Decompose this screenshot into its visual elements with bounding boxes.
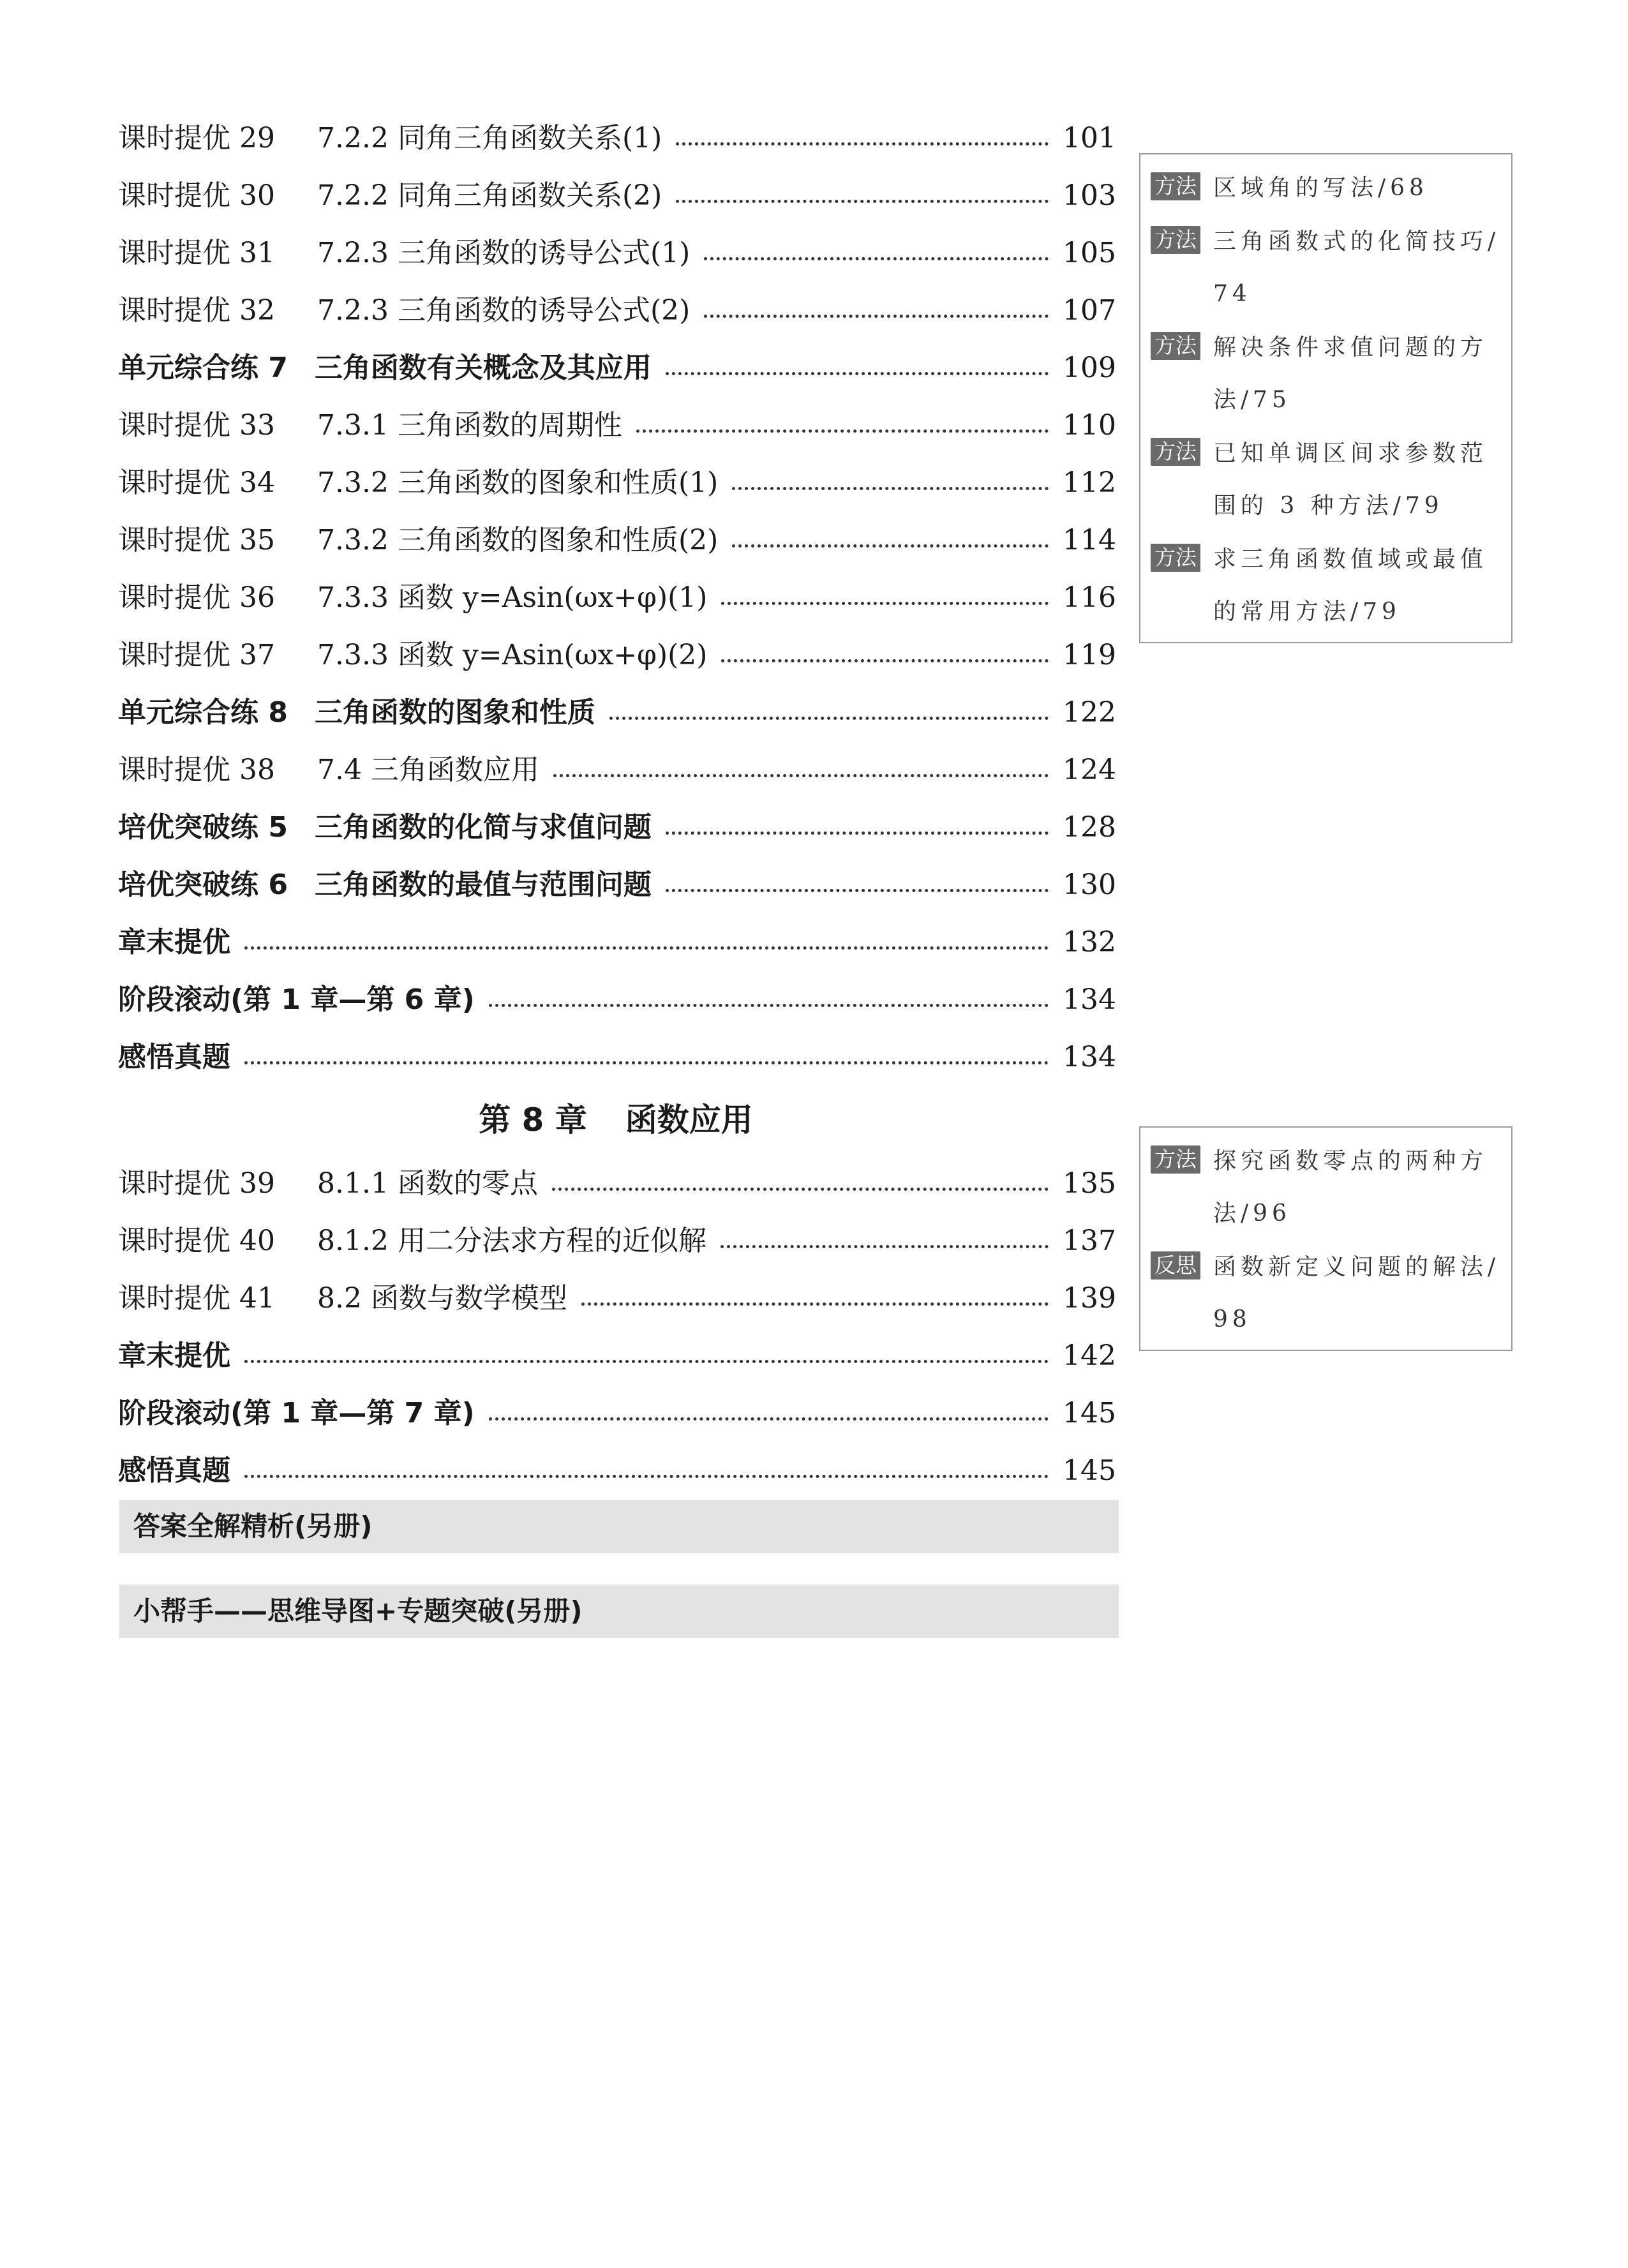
toc-page-number: 110 xyxy=(1063,409,1116,442)
leader-dots xyxy=(553,774,1049,777)
leader-dots xyxy=(721,602,1049,605)
toc-page-number: 130 xyxy=(1063,869,1116,901)
toc-entry-prefix: 课时提优 40 xyxy=(118,1225,275,1257)
toc-entry-prefix: 章末提优 xyxy=(118,926,230,959)
toc-list-part2 xyxy=(118,1155,1114,1500)
leader-dots xyxy=(732,487,1049,490)
toc-page-number: 135 xyxy=(1063,1167,1116,1200)
toc-list-part1 xyxy=(118,110,1114,1086)
toc-page-number: 116 xyxy=(1063,581,1116,614)
leader-dots xyxy=(721,1245,1049,1248)
sidebar-method-item xyxy=(1151,1135,1502,1240)
toc-page-number: 109 xyxy=(1063,352,1116,384)
toc-entry[interactable] xyxy=(118,627,1114,684)
toc-entry-label xyxy=(118,110,662,167)
leader-dots xyxy=(666,832,1049,835)
toc-entry-label xyxy=(118,971,475,1029)
toc-entry-title: 三角函数的化简与求值问题 xyxy=(314,811,652,844)
answers-band: 答案全解精析(另册) xyxy=(119,1500,1119,1553)
toc-page-number: 145 xyxy=(1063,1397,1116,1429)
leader-dots xyxy=(489,1004,1049,1007)
toc-entry-title: 7.3.2 三角函数的图象和性质(2) xyxy=(317,524,719,556)
toc-entry-prefix: 课时提优 41 xyxy=(118,1282,275,1315)
toc-page-number: 137 xyxy=(1063,1225,1116,1257)
leader-dots xyxy=(244,1061,1049,1064)
toc-entry-label xyxy=(118,1442,230,1500)
toc-entry-title: 三角函数有关概念及其应用 xyxy=(314,352,652,384)
leader-dots xyxy=(666,372,1049,375)
toc-entry-label xyxy=(118,856,652,914)
toc-entry[interactable] xyxy=(118,1327,1114,1385)
toc-entry[interactable] xyxy=(118,454,1114,512)
leader-dots xyxy=(244,1475,1049,1478)
sidebar-method-item xyxy=(1151,216,1502,320)
toc-entry-prefix: 感悟真题 xyxy=(118,1041,230,1073)
toc-entry-prefix: 培优突破练 5 xyxy=(118,811,288,844)
toc-page-number: 139 xyxy=(1063,1282,1116,1315)
method-description: 探究函数零点的两种方法/96 xyxy=(1213,1148,1488,1227)
toc-entry-title: 8.2 函数与数学模型 xyxy=(317,1282,567,1315)
toc-entry-label xyxy=(118,914,230,971)
toc-entry-label xyxy=(118,684,595,742)
toc-entry-prefix: 阶段滚动(第 1 章—第 7 章) xyxy=(118,1397,475,1429)
toc-entry-title: 7.3.3 函数 y=Asin(ωx+φ)(2) xyxy=(317,639,708,671)
toc-page-number: 145 xyxy=(1063,1454,1116,1487)
toc-entry[interactable] xyxy=(118,914,1114,971)
method-sidebar-ch7 xyxy=(1139,153,1512,643)
toc-entry-label xyxy=(118,339,652,397)
toc-entry-title: 三角函数的最值与范围问题 xyxy=(314,869,652,901)
toc-page-number: 142 xyxy=(1063,1339,1116,1372)
sidebar-method-item xyxy=(1151,428,1502,532)
method-description: 已知单调区间求参数范围的 3 种方法/79 xyxy=(1213,440,1488,519)
toc-entry-label xyxy=(118,1212,706,1270)
toc-entry-title: 7.2.3 三角函数的诱导公式(2) xyxy=(317,294,691,327)
toc-entry-prefix: 课时提优 31 xyxy=(118,237,275,269)
toc-entry[interactable] xyxy=(118,1029,1114,1086)
toc-entry[interactable] xyxy=(118,569,1114,627)
toc-entry-label xyxy=(118,1270,567,1327)
toc-page-number: 119 xyxy=(1063,639,1116,671)
toc-entry[interactable] xyxy=(118,856,1114,914)
toc-entry[interactable] xyxy=(118,1385,1114,1442)
toc-page-number: 103 xyxy=(1063,179,1116,212)
method-sidebar-ch8 xyxy=(1139,1126,1512,1351)
toc-page-number: 128 xyxy=(1063,811,1116,844)
leader-dots xyxy=(552,1188,1049,1191)
toc-entry-label xyxy=(118,799,652,856)
toc-entry-prefix: 单元综合练 7 xyxy=(118,352,288,384)
toc-entry-prefix: 课时提优 33 xyxy=(118,409,275,442)
toc-entry-label xyxy=(118,627,707,684)
toc-entry[interactable] xyxy=(118,339,1114,397)
toc-entry-title: 7.2.2 同角三角函数关系(1) xyxy=(317,122,662,154)
leader-dots xyxy=(676,142,1049,145)
toc-entry-prefix: 单元综合练 8 xyxy=(118,696,288,729)
toc-entry[interactable] xyxy=(118,397,1114,454)
method-description: 区域角的写法/68 xyxy=(1213,175,1428,201)
method-description: 三角函数式的化简技巧/74 xyxy=(1213,228,1500,307)
chapter-number: 第 8 章 xyxy=(479,1101,587,1138)
toc-entry[interactable] xyxy=(118,1270,1114,1327)
toc-entry-label xyxy=(118,1029,230,1086)
toc-page-number: 105 xyxy=(1063,237,1116,269)
toc-page-number: 122 xyxy=(1063,696,1116,729)
toc-entry-prefix: 课时提优 36 xyxy=(118,581,275,614)
sidebar-method-item xyxy=(1151,322,1502,426)
toc-entry-label xyxy=(118,1327,230,1385)
toc-entry-prefix: 课时提优 35 xyxy=(118,524,275,556)
toc-entry-title: 7.3.1 三角函数的周期性 xyxy=(317,409,622,442)
leader-dots xyxy=(636,429,1049,433)
toc-entry-prefix: 章末提优 xyxy=(118,1339,230,1372)
leader-dots xyxy=(721,659,1049,662)
toc-entry[interactable] xyxy=(118,512,1114,569)
method-tag-badge: 方法 xyxy=(1151,226,1200,254)
method-tag-badge: 方法 xyxy=(1151,172,1200,200)
method-description: 函数新定义问题的解法/98 xyxy=(1213,1254,1500,1332)
sidebar-method-item xyxy=(1151,1241,1502,1346)
toc-entry-title: 三角函数的图象和性质 xyxy=(314,696,595,729)
toc-entry[interactable] xyxy=(118,971,1114,1029)
leader-dots xyxy=(581,1302,1049,1306)
toc-entry-prefix: 课时提优 32 xyxy=(118,294,275,327)
toc-page-number: 124 xyxy=(1063,754,1116,786)
toc-page-number: 101 xyxy=(1063,122,1116,154)
toc-entry[interactable] xyxy=(118,684,1114,742)
toc-entry[interactable] xyxy=(118,1155,1114,1212)
method-tag-badge: 方法 xyxy=(1151,1145,1200,1174)
toc-page-number: 132 xyxy=(1063,926,1116,959)
toc-entry-title: 8.1.2 用二分法求方程的近似解 xyxy=(317,1225,706,1257)
toc-entry-label xyxy=(118,225,690,282)
leader-dots xyxy=(244,946,1049,950)
leader-dots xyxy=(676,200,1049,203)
toc-entry-label xyxy=(118,742,539,799)
leader-dots xyxy=(666,889,1049,892)
toc-entry-prefix: 课时提优 34 xyxy=(118,466,275,499)
toc-entry-title: 7.3.3 函数 y=Asin(ωx+φ)(1) xyxy=(317,581,708,614)
leader-dots xyxy=(244,1360,1049,1363)
toc-entry-title: 7.4 三角函数应用 xyxy=(317,754,539,786)
toc-page-number: 107 xyxy=(1063,294,1116,327)
method-tag-badge: 方法 xyxy=(1151,544,1200,572)
toc-entry[interactable] xyxy=(118,799,1114,856)
toc-entry-title: 7.3.2 三角函数的图象和性质(1) xyxy=(317,466,719,499)
toc-entry-label xyxy=(118,282,690,339)
toc-entry[interactable] xyxy=(118,1212,1114,1270)
method-description: 求三角函数值域或最值的常用方法/79 xyxy=(1213,546,1488,625)
toc-entry-label xyxy=(118,167,662,225)
toc-entry[interactable] xyxy=(118,225,1114,282)
method-tag-badge: 方法 xyxy=(1151,332,1200,360)
leader-dots xyxy=(489,1417,1049,1421)
toc-entry-label xyxy=(118,569,707,627)
toc-entry-title: 8.1.1 函数的零点 xyxy=(317,1167,538,1200)
toc-entry-prefix: 课时提优 38 xyxy=(118,754,275,786)
toc-entry-label xyxy=(118,454,718,512)
toc-entry-label xyxy=(118,512,718,569)
toc-entry-prefix: 培优突破练 6 xyxy=(118,869,288,901)
method-tag-badge: 方法 xyxy=(1151,438,1200,466)
chapter-name: 函数应用 xyxy=(625,1101,753,1138)
toc-entry-label xyxy=(118,397,622,454)
toc-page-number: 112 xyxy=(1063,466,1116,499)
toc-entry-prefix: 课时提优 37 xyxy=(118,639,275,671)
toc-entry[interactable] xyxy=(118,742,1114,799)
method-tag-badge: 反思 xyxy=(1151,1251,1200,1279)
sidebar-method-item xyxy=(1151,162,1502,214)
helper-band: 小帮手——思维导图+专题突破(另册) xyxy=(119,1585,1119,1638)
toc-entry[interactable] xyxy=(118,110,1114,167)
toc-entry-label xyxy=(118,1385,475,1442)
toc-entry[interactable] xyxy=(118,282,1114,339)
toc-entry-prefix: 课时提优 29 xyxy=(118,122,275,154)
toc-page-number: 134 xyxy=(1063,1041,1116,1073)
toc-entry[interactable] xyxy=(118,167,1114,225)
chapter-heading xyxy=(118,1088,1114,1152)
leader-dots xyxy=(732,544,1049,548)
toc-page-number: 134 xyxy=(1063,983,1116,1016)
toc-entry-label xyxy=(118,1155,538,1212)
leader-dots xyxy=(704,315,1049,318)
leader-dots xyxy=(609,717,1049,720)
toc-entry-title: 7.2.2 同角三角函数关系(2) xyxy=(317,179,662,212)
toc-page-number: 114 xyxy=(1063,524,1116,556)
toc-entry-prefix: 课时提优 30 xyxy=(118,179,275,212)
leader-dots xyxy=(704,257,1049,260)
toc-entry-title: 7.2.3 三角函数的诱导公式(1) xyxy=(317,237,691,269)
sidebar-method-item xyxy=(1151,533,1502,638)
toc-entry-prefix: 课时提优 39 xyxy=(118,1167,275,1200)
toc-entry-prefix: 阶段滚动(第 1 章—第 6 章) xyxy=(118,983,475,1016)
toc-entry[interactable] xyxy=(118,1442,1114,1500)
method-description: 解决条件求值问题的方法/75 xyxy=(1213,334,1488,413)
toc-entry-prefix: 感悟真题 xyxy=(118,1454,230,1487)
